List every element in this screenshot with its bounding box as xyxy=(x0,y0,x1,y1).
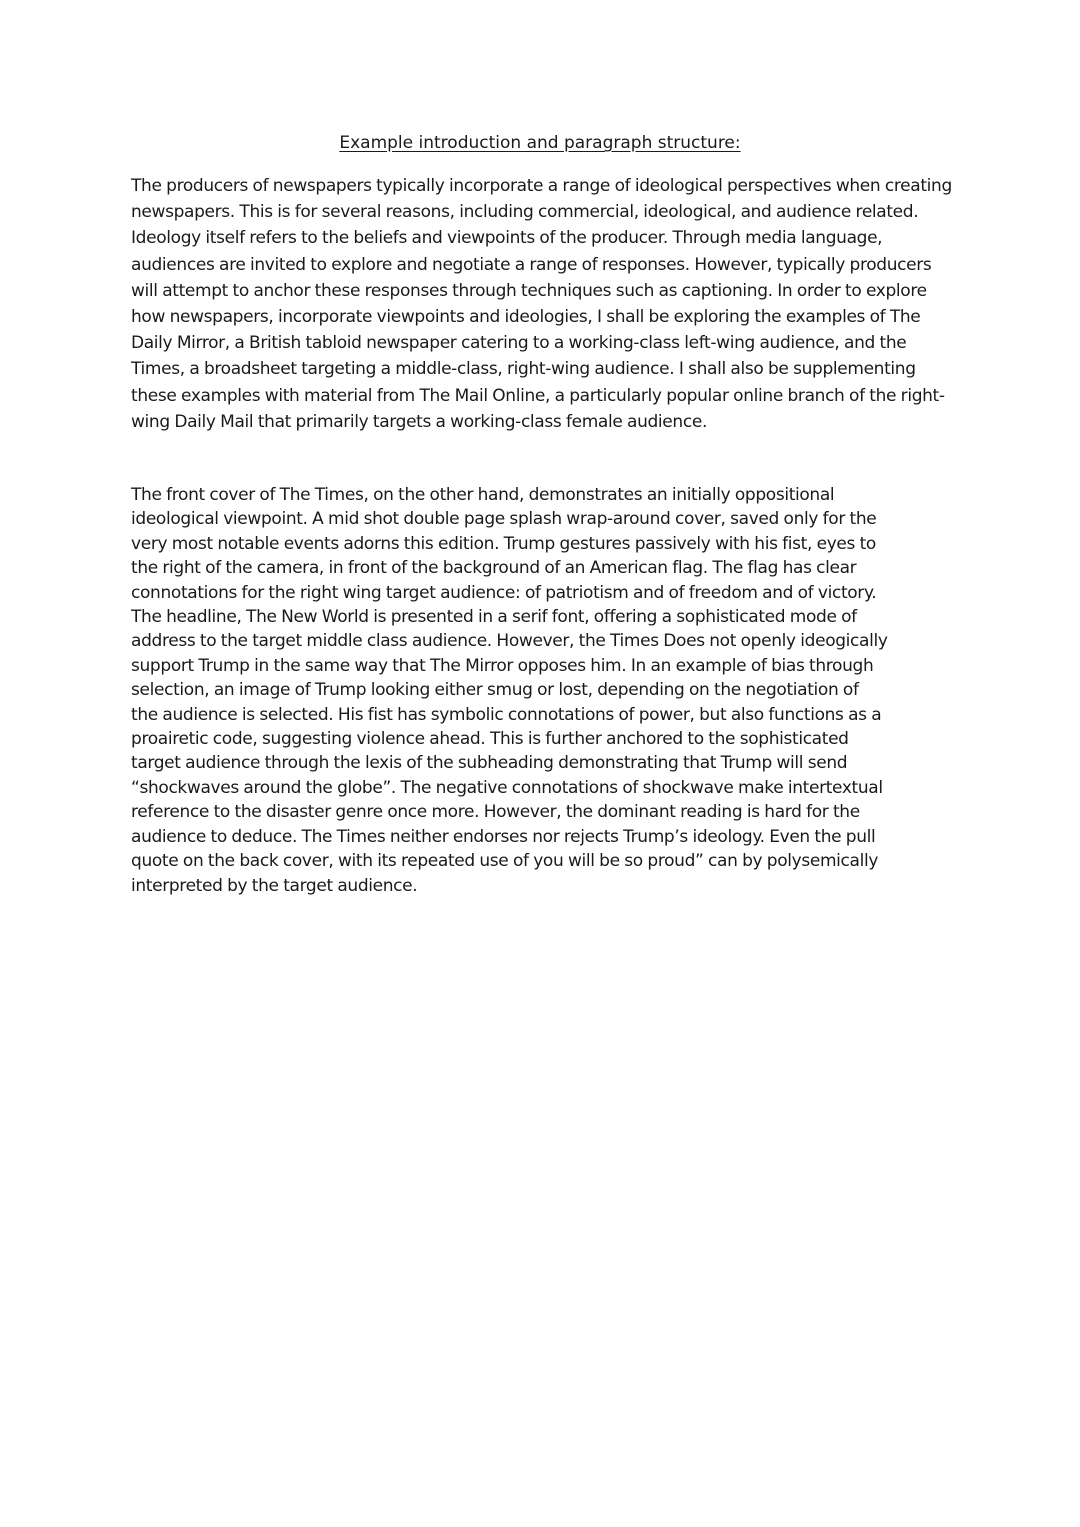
paragraph-line: The front cover of The Times, on the other hand, demonstrates an initially oppositional xyxy=(131,485,835,505)
body-paragraph xyxy=(131,483,888,898)
paragraph-line: reference to the disaster genre once more. However, the dominant reading is hard for the xyxy=(131,802,860,823)
paragraph-line: proairetic code, suggesting violence ahead. This is further anchored to the sophisticated xyxy=(131,729,849,750)
paragraph-line: very most notable events adorns this edition. Trump gestures passively with his fist, eyes to xyxy=(131,533,876,554)
paragraph-line: The producers of newspapers typically incorporate a range of ideological perspectives when creating xyxy=(131,176,952,196)
paragraph-line: selection, an image of Trump looking either smug or lost, depending on the negotiation of xyxy=(131,680,859,701)
paragraph-line: newspapers. This is for several reasons, including commercial, ideological, and audience related. xyxy=(131,202,919,223)
paragraph-line: how newspapers, incorporate viewpoints and ideologies, I shall be exploring the examples of The xyxy=(131,307,921,328)
paragraph-line: wing Daily Mail that primarily targets a working-class female audience. xyxy=(131,411,708,432)
paragraph-line: The headline, The New World is presented in a serif font, offering a sophisticated mode of xyxy=(131,607,857,628)
paragraph-line: connotations for the right wing target audience: of patriotism and of freedom and of victory. xyxy=(131,582,877,603)
page-heading: Example introduction and paragraph structure: xyxy=(339,133,741,153)
paragraph-line: the right of the camera, in front of the background of an American flag. The flag has clear xyxy=(131,558,857,579)
paragraph-line: will attempt to anchor these responses through techniques such as captioning. In order to explore xyxy=(131,280,927,301)
paragraph-line: these examples with material from The Mail Online, a particularly popular online branch of the right- xyxy=(131,385,945,406)
paragraph-line: target audience through the lexis of the subheading demonstrating that Trump will send xyxy=(131,753,848,774)
paragraph-line: ideological viewpoint. A mid shot double page splash wrap-around cover, saved only for the xyxy=(131,509,877,530)
paragraph-line: Times, a broadsheet targeting a middle-class, right-wing audience. I shall also be supplementing xyxy=(131,359,916,380)
introduction-paragraph xyxy=(131,173,952,435)
paragraph-line: interpreted by the target audience. xyxy=(131,875,418,896)
paragraph-line: the audience is selected. His fist has symbolic connotations of power, but also functions as a xyxy=(131,704,882,725)
paragraph-line: Ideology itself refers to the beliefs and viewpoints of the producer. Through media language, xyxy=(131,228,883,249)
paragraph-line: quote on the back cover, with its repeated use of you will be so proud” can by polysemically xyxy=(131,851,879,872)
paragraph-line: address to the target middle class audience. However, the Times Does not openly ideogically xyxy=(131,631,888,652)
paragraph-line: Daily Mirror, a British tabloid newspaper catering to a working-class left-wing audience, and the xyxy=(131,333,907,354)
paragraph-line: audiences are invited to explore and negotiate a range of responses. However, typically producers xyxy=(131,254,932,275)
paragraph-line: audience to deduce. The Times neither endorses nor rejects Trump’s ideology. Even the pull xyxy=(131,826,876,847)
paragraph-line: support Trump in the same way that The Mirror opposes him. In an example of bias through xyxy=(131,655,874,676)
paragraph-line: “shockwaves around the globe”. The negative connotations of shockwave make intertextual xyxy=(131,777,883,798)
